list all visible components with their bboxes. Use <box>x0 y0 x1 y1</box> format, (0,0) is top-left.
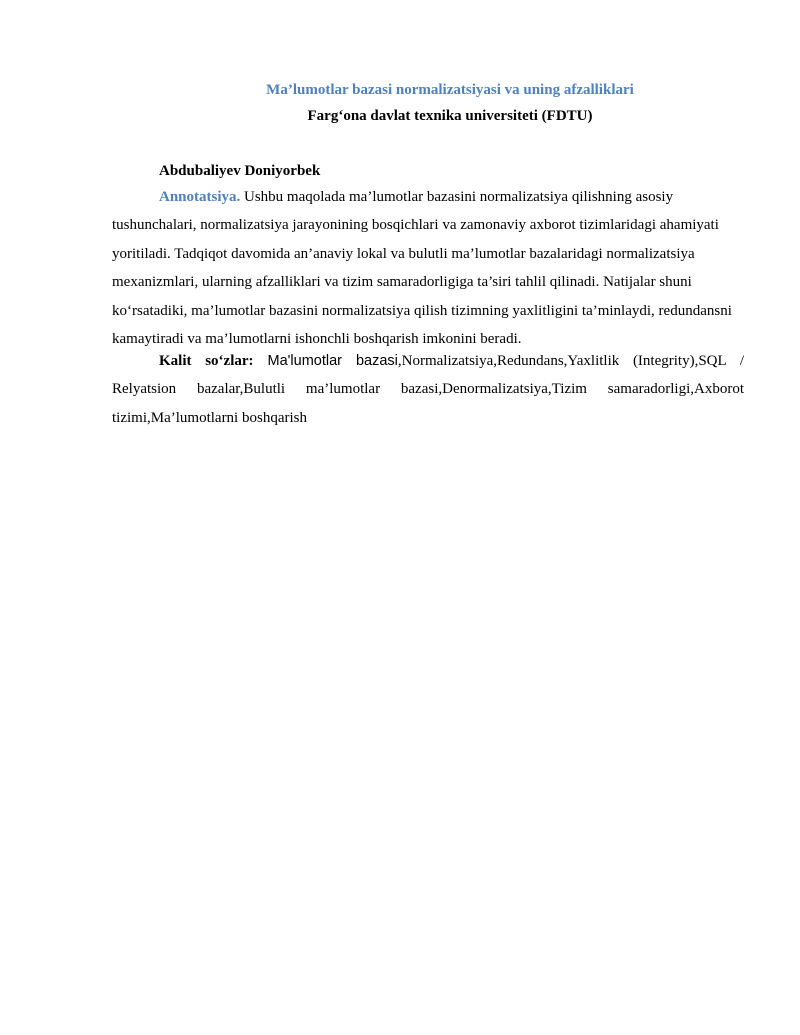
affiliation: Farg‘ona davlat texnika universiteti (FDTU) <box>307 108 593 124</box>
author-name: Abdubaliyev Doniyorbek <box>159 163 321 179</box>
abstract-label: Annotatsiya. <box>159 189 241 205</box>
keywords-paragraph <box>112 347 744 432</box>
keywords-list: ,Normalizatsiya,Redundans,Yaxlitlik (Integrity),SQL / Relyatsion bazalar,Bulutli ma’lumotlar bazasi,Denormalizatsiya,Tizim samaradorligi,Axborot tizimi,Ma’lumotlarni boshqarish <box>112 353 744 426</box>
article-title: Ma’lumotlar bazasi normalizatsiyasi va uning afzalliklari <box>266 82 634 98</box>
abstract-text: Ushbu maqolada ma’lumotlar bazasini normalizatsiya qilishning asosiy tushunchalari, normalizatsiya jarayonining bosqichlari va zamonaviy axborot tizimlaridagi ahamiyati yoritiladi. Tadqiqot davomida an’anaviy lokal va bulutli ma’lumotlar bazalaridagi normalizatsiya mexanizmlari, ularning afzalliklari va tizim samaradorligiga ta’siri tahlil qilinadi. Natijalar shuni ko‘rsatadiki, ma’lumotlar bazasini normalizatsiya qilish tizimning yaxlitligini ta’minlaydi, redundansni kamaytiradi va ma’lumotlarni ishonchli boshqarish imkonini beradi. <box>112 189 732 348</box>
abstract-paragraph <box>112 183 752 353</box>
keywords-label: Kalit so‘zlar: <box>159 353 254 369</box>
keywords-first: Ma'lumotlar bazasi <box>253 353 398 369</box>
